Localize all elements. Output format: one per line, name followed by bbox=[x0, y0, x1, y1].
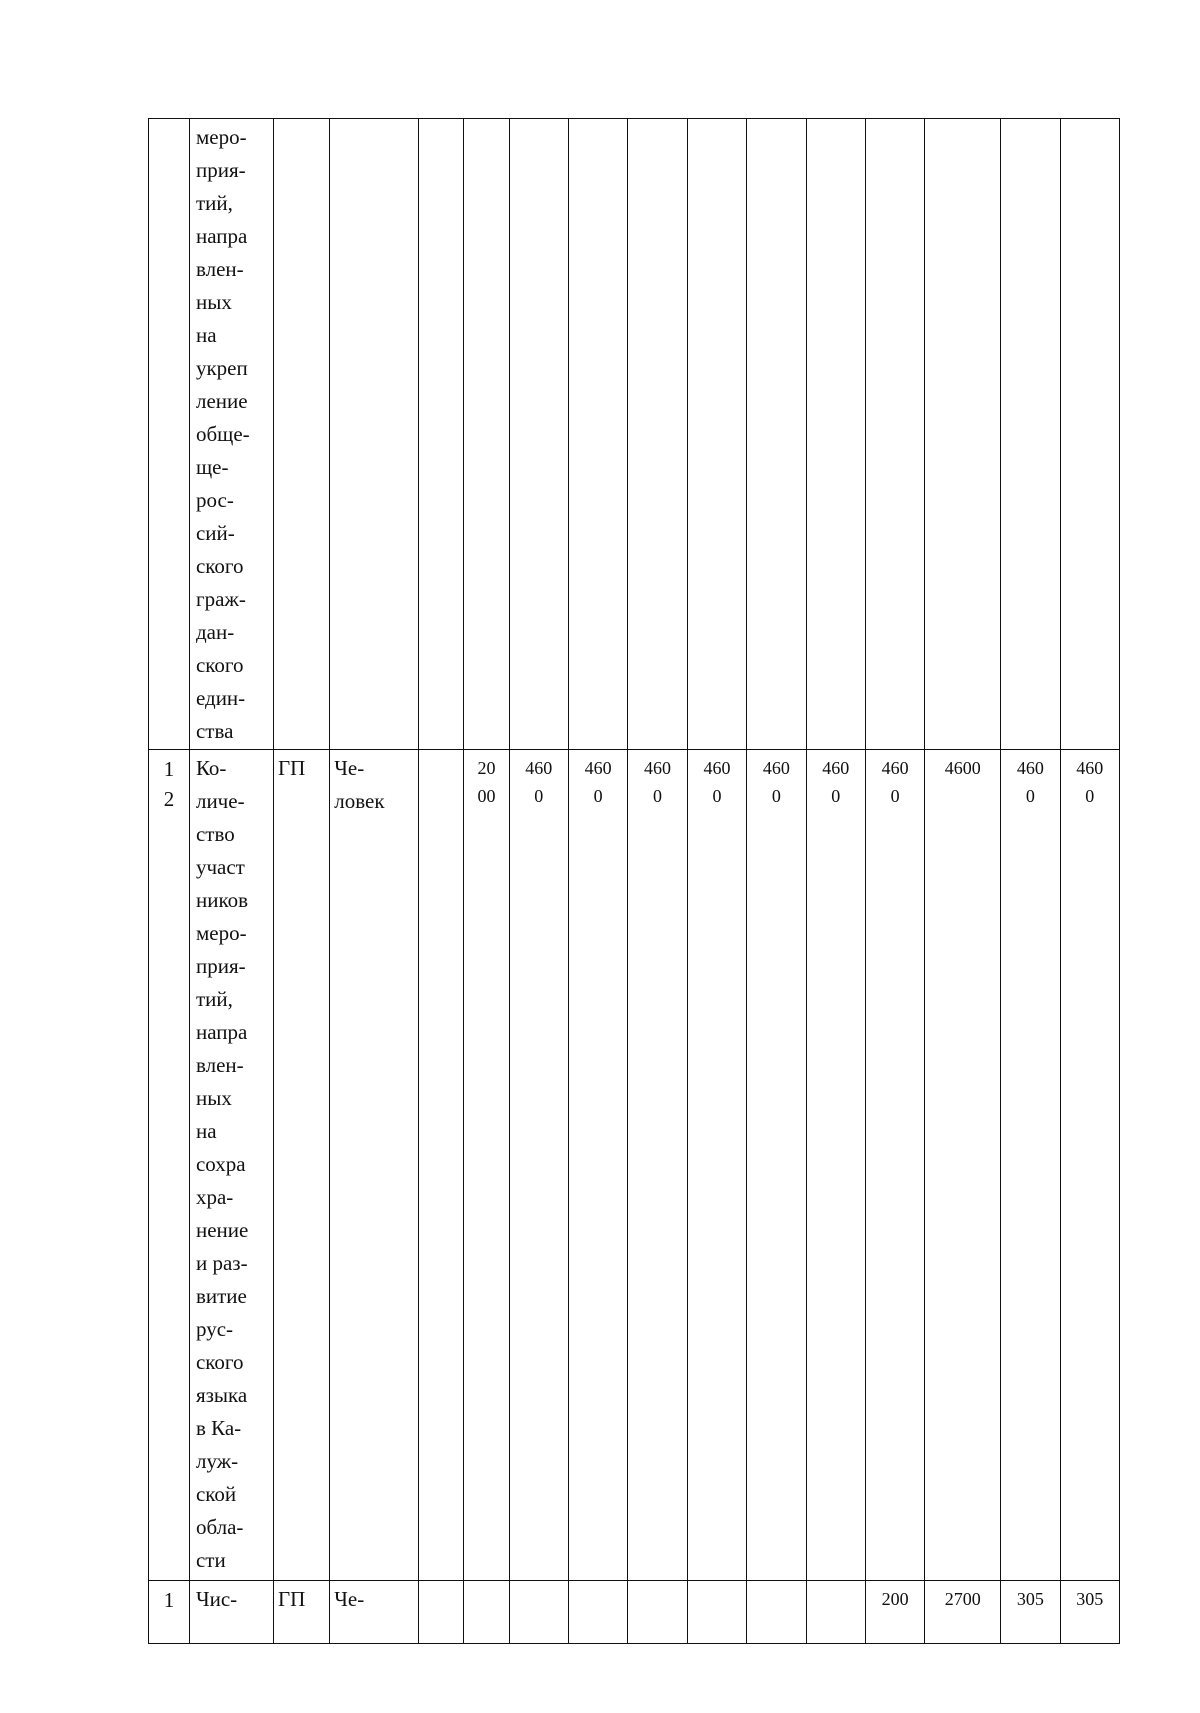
source-cell bbox=[273, 119, 329, 750]
value-cell bbox=[509, 1581, 568, 1644]
value-cell: 460 0 bbox=[1001, 750, 1060, 1581]
value-cell bbox=[1001, 119, 1060, 750]
value-cell bbox=[687, 1581, 746, 1644]
value-cell: 305 bbox=[1060, 1581, 1119, 1644]
indicator-name-cell: меро- прия- тий, напра влен- ных на укреп ление обще- ще- рос- сий- ского граж- дан- ского един- ства bbox=[189, 119, 273, 750]
value-cell bbox=[419, 750, 464, 1581]
value-cell bbox=[628, 119, 687, 750]
value-cell bbox=[865, 119, 924, 750]
row-index-cell: 1 bbox=[149, 1581, 190, 1644]
value-cell bbox=[925, 119, 1001, 750]
value-cell: 460 0 bbox=[1060, 750, 1119, 1581]
unit-cell bbox=[330, 119, 419, 750]
value-cell bbox=[687, 119, 746, 750]
value-cell: 200 bbox=[865, 1581, 924, 1644]
value-cell bbox=[806, 119, 865, 750]
unit-cell: Че- bbox=[330, 1581, 419, 1644]
value-cell: 460 0 bbox=[568, 750, 627, 1581]
value-cell bbox=[568, 119, 627, 750]
value-cell: 20 00 bbox=[464, 750, 509, 1581]
row-index-cell bbox=[149, 119, 190, 750]
value-cell bbox=[1060, 119, 1119, 750]
unit-cell: Че- ловек bbox=[330, 750, 419, 1581]
row-index-cell: 1 2 bbox=[149, 750, 190, 1581]
value-cell: 460 0 bbox=[747, 750, 806, 1581]
value-cell bbox=[419, 1581, 464, 1644]
table-row bbox=[149, 750, 1120, 1581]
table-row bbox=[149, 119, 1120, 750]
value-cell: 460 0 bbox=[806, 750, 865, 1581]
value-cell: 2700 bbox=[925, 1581, 1001, 1644]
value-cell: 460 0 bbox=[628, 750, 687, 1581]
value-cell bbox=[628, 1581, 687, 1644]
table-row bbox=[149, 1581, 1120, 1644]
source-cell: ГП bbox=[273, 1581, 329, 1644]
value-cell: 460 0 bbox=[509, 750, 568, 1581]
value-cell: 460 0 bbox=[865, 750, 924, 1581]
value-cell bbox=[419, 119, 464, 750]
indicator-name-cell: Чис- bbox=[189, 1581, 273, 1644]
value-cell: 4600 bbox=[925, 750, 1001, 1581]
value-cell bbox=[747, 119, 806, 750]
value-cell: 460 0 bbox=[687, 750, 746, 1581]
value-cell bbox=[568, 1581, 627, 1644]
indicators-table bbox=[148, 118, 1120, 1644]
value-cell bbox=[747, 1581, 806, 1644]
value-cell: 305 bbox=[1001, 1581, 1060, 1644]
indicator-name-cell: Ко- личе- ство участ ников меро- прия- тий, напра влен- ных на сохра хра- нение и раз- витие рус- ского языка в Ка- луж- ской обла- сти bbox=[189, 750, 273, 1581]
value-cell bbox=[464, 119, 509, 750]
value-cell bbox=[509, 119, 568, 750]
value-cell bbox=[806, 1581, 865, 1644]
source-cell: ГП bbox=[273, 750, 329, 1581]
value-cell bbox=[464, 1581, 509, 1644]
